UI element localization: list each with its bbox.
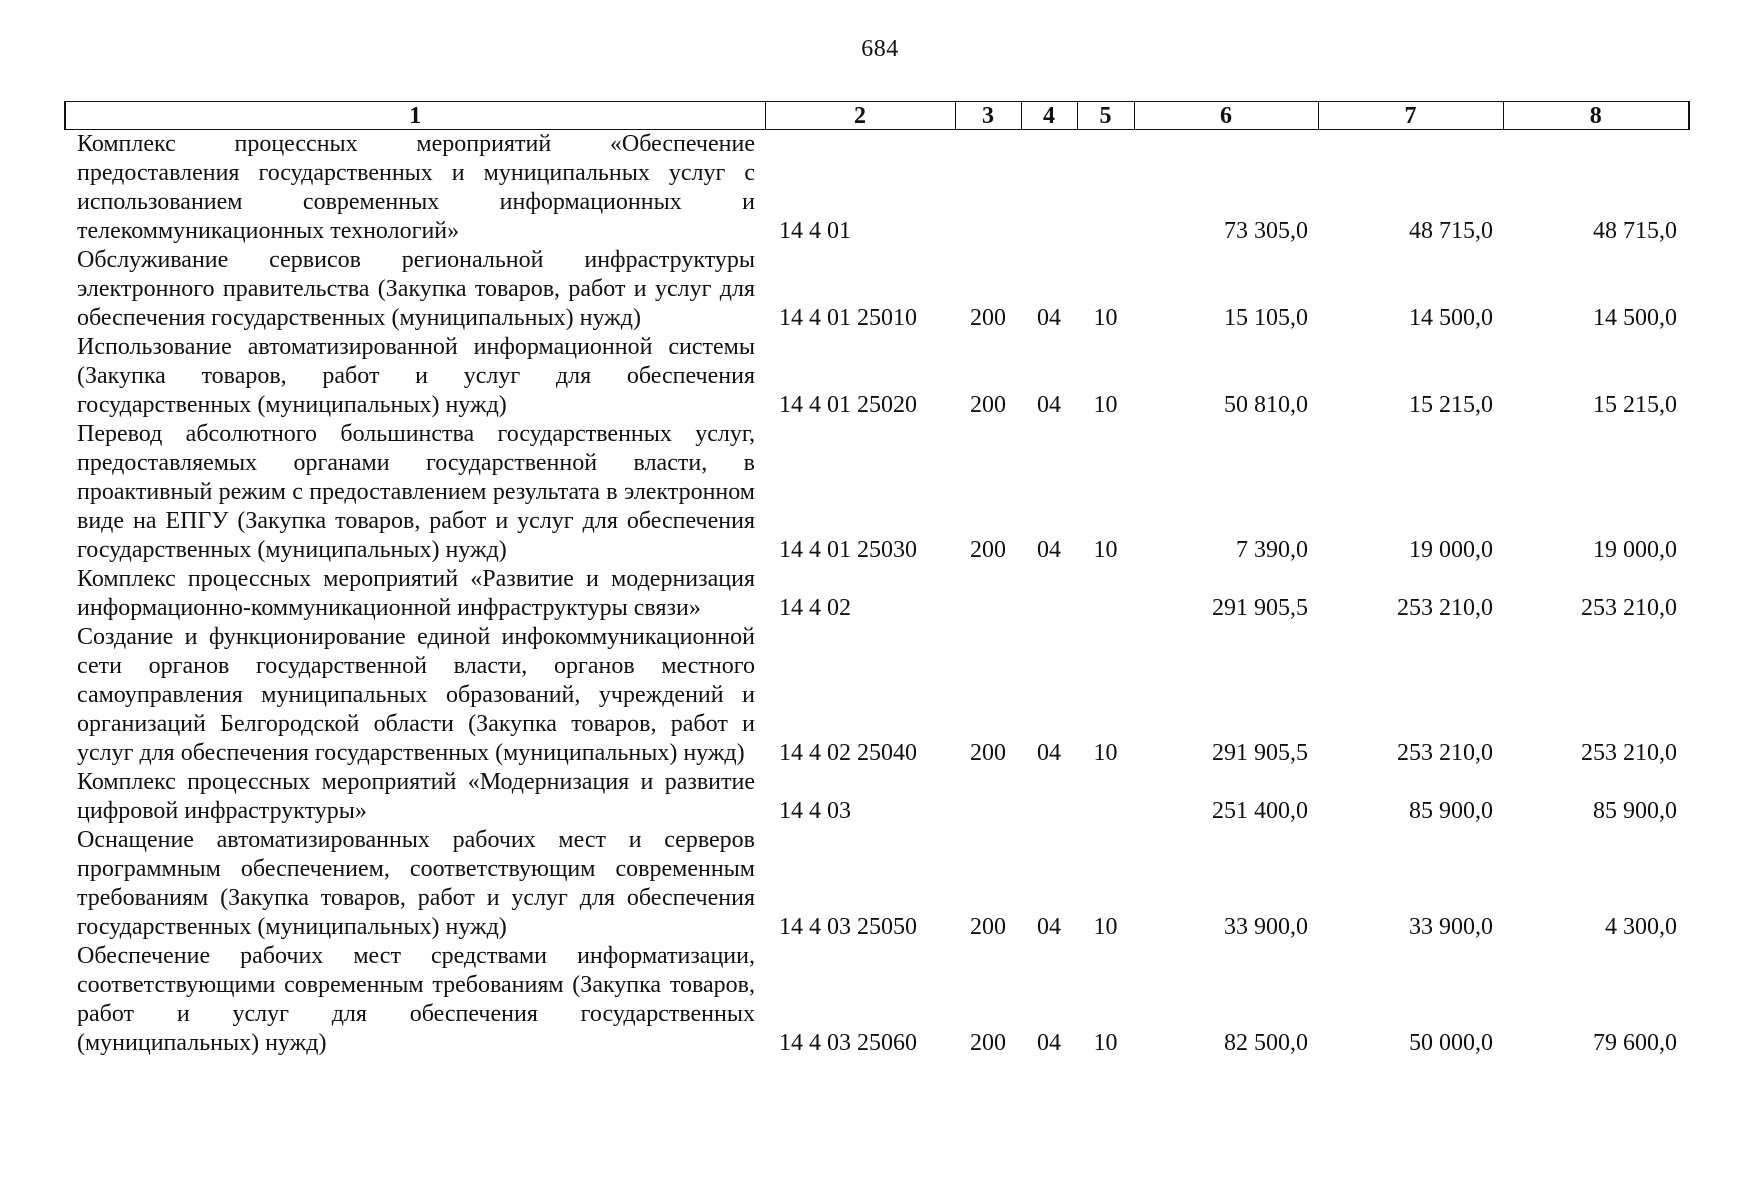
table-row	[65, 333, 1689, 420]
row-col-7: 253 210,0	[1397, 740, 1493, 766]
row-col-3	[955, 565, 1021, 623]
row-code: 14 4 01 25010	[779, 305, 917, 331]
row-col-8: 253 210,0	[1581, 740, 1677, 766]
row-col-3	[955, 768, 1021, 826]
row-name: Обслуживание сервисов региональной инфраструктуры электронного правительства (Закупка товаров, работ и услуг для обеспечения государственных (муниципальных) нужд)	[77, 247, 755, 331]
row-name: Обеспечение рабочих мест средствами информатизации, соответствующими современным требованиям (Закупка товаров, работ и услуг для обеспечения государственных (муниципальных) нужд)	[77, 943, 755, 1056]
row-col-8: 4 300,0	[1605, 914, 1677, 940]
row-col-3: 200	[970, 537, 1006, 563]
row-col-5	[1077, 768, 1134, 826]
row-col-5: 10	[1093, 305, 1118, 331]
row-code: 14 4 03 25050	[779, 914, 917, 940]
row-col-4: 04	[1037, 305, 1061, 331]
row-col-8: 14 500,0	[1593, 305, 1677, 331]
row-col-7: 19 000,0	[1409, 537, 1493, 563]
row-col-7: 33 900,0	[1409, 914, 1493, 940]
header-col-6: 6	[1134, 102, 1318, 130]
table-body	[65, 130, 1689, 1059]
header-col-1: 1	[65, 102, 765, 130]
header-col-8: 8	[1503, 102, 1689, 130]
row-col-6: 7 390,0	[1236, 537, 1308, 563]
row-col-8: 48 715,0	[1593, 218, 1677, 244]
row-col-4: 04	[1037, 392, 1061, 418]
row-col-4: 04	[1037, 537, 1061, 563]
row-col-4	[1021, 130, 1077, 247]
row-col-4: 04	[1037, 914, 1061, 940]
table-row	[65, 246, 1689, 333]
row-col-5: 10	[1093, 537, 1118, 563]
row-col-6: 15 105,0	[1224, 305, 1308, 331]
row-col-5	[1077, 130, 1134, 247]
row-col-5: 10	[1093, 392, 1118, 418]
row-code: 14 4 01	[779, 218, 851, 244]
row-col-6: 73 305,0	[1224, 218, 1308, 244]
row-code: 14 4 01 25020	[779, 392, 917, 418]
page-number: 684	[861, 36, 899, 62]
row-col-6: 291 905,5	[1212, 595, 1308, 621]
table-row	[65, 768, 1689, 826]
header-col-7: 7	[1318, 102, 1503, 130]
header-col-5: 5	[1077, 102, 1134, 130]
row-name: Перевод абсолютного большинства государственных услуг, предоставляемых органами государственной власти, в проактивный режим с предоставлением результата в электронном виде на ЕПГУ (Закупка товаров, работ и услуг для обеспечения государственных (муниципальных) нужд)	[77, 421, 755, 563]
row-col-5	[1077, 565, 1134, 623]
row-col-3: 200	[970, 392, 1006, 418]
row-col-8: 15 215,0	[1593, 392, 1677, 418]
row-col-8: 85 900,0	[1593, 798, 1677, 824]
table-header	[65, 102, 1689, 130]
row-col-6: 50 810,0	[1224, 392, 1308, 418]
row-name: Комплекс процессных мероприятий «Развитие и модернизация информационно-коммуникационной инфраструктуры связи»	[77, 566, 755, 621]
header-row	[65, 102, 1689, 130]
row-col-8: 19 000,0	[1593, 537, 1677, 563]
table-row	[65, 623, 1689, 768]
row-code: 14 4 01 25030	[779, 537, 917, 563]
header-col-3: 3	[955, 102, 1021, 130]
table-row	[65, 942, 1689, 1058]
row-col-3: 200	[970, 914, 1006, 940]
row-col-7: 48 715,0	[1409, 218, 1493, 244]
row-code: 14 4 02 25040	[779, 740, 917, 766]
row-col-5: 10	[1093, 740, 1118, 766]
row-col-6: 251 400,0	[1212, 798, 1308, 824]
row-col-4: 04	[1037, 1030, 1061, 1056]
row-col-3: 200	[970, 1030, 1006, 1056]
budget-table	[64, 101, 1690, 1058]
row-name: Комплекс процессных мероприятий «Обеспечение предоставления государственных и муниципальных услуг с использованием современных информационных и телекоммуникационных технологий»	[77, 131, 755, 244]
row-col-7: 253 210,0	[1397, 595, 1493, 621]
row-col-4	[1021, 768, 1077, 826]
row-col-6: 291 905,5	[1212, 740, 1308, 766]
row-name: Использование автоматизированной информационной системы (Закупка товаров, работ и услуг для обеспечения государственных (муниципальных) нужд)	[77, 334, 755, 418]
row-col-5: 10	[1093, 1030, 1118, 1056]
row-col-6: 82 500,0	[1224, 1030, 1308, 1056]
table-row	[65, 130, 1689, 247]
row-code: 14 4 03	[779, 798, 851, 824]
table-row	[65, 565, 1689, 623]
row-col-5: 10	[1093, 914, 1118, 940]
table-row	[65, 826, 1689, 942]
row-code: 14 4 03 25060	[779, 1030, 917, 1056]
header-col-2: 2	[765, 102, 955, 130]
row-name: Комплекс процессных мероприятий «Модернизация и развитие цифровой инфраструктуры»	[77, 769, 755, 824]
row-col-8: 253 210,0	[1581, 595, 1677, 621]
row-col-4	[1021, 565, 1077, 623]
row-name: Оснащение автоматизированных рабочих мест и серверов программным обеспечением, соответствующим современным требованиям (Закупка товаров, работ и услуг для обеспечения государственных (муниципальных) нужд)	[77, 827, 755, 940]
row-code: 14 4 02	[779, 595, 851, 621]
table-row	[65, 420, 1689, 565]
row-col-3	[955, 130, 1021, 247]
row-col-4: 04	[1037, 740, 1061, 766]
row-col-7: 15 215,0	[1409, 392, 1493, 418]
row-col-8: 79 600,0	[1593, 1030, 1677, 1056]
row-col-7: 14 500,0	[1409, 305, 1493, 331]
row-col-3: 200	[970, 740, 1006, 766]
row-col-6: 33 900,0	[1224, 914, 1308, 940]
row-col-7: 85 900,0	[1409, 798, 1493, 824]
row-col-3: 200	[970, 305, 1006, 331]
row-col-7: 50 000,0	[1409, 1030, 1493, 1056]
header-col-4: 4	[1021, 102, 1077, 130]
row-name: Создание и функционирование единой инфокоммуникационной сети органов государственной власти, органов местного самоуправления муниципальных образований, учреждений и организаций Белгородской области (Закупка товаров, работ и услуг для обеспечения государственных (муниципальных) нужд)	[77, 624, 755, 766]
